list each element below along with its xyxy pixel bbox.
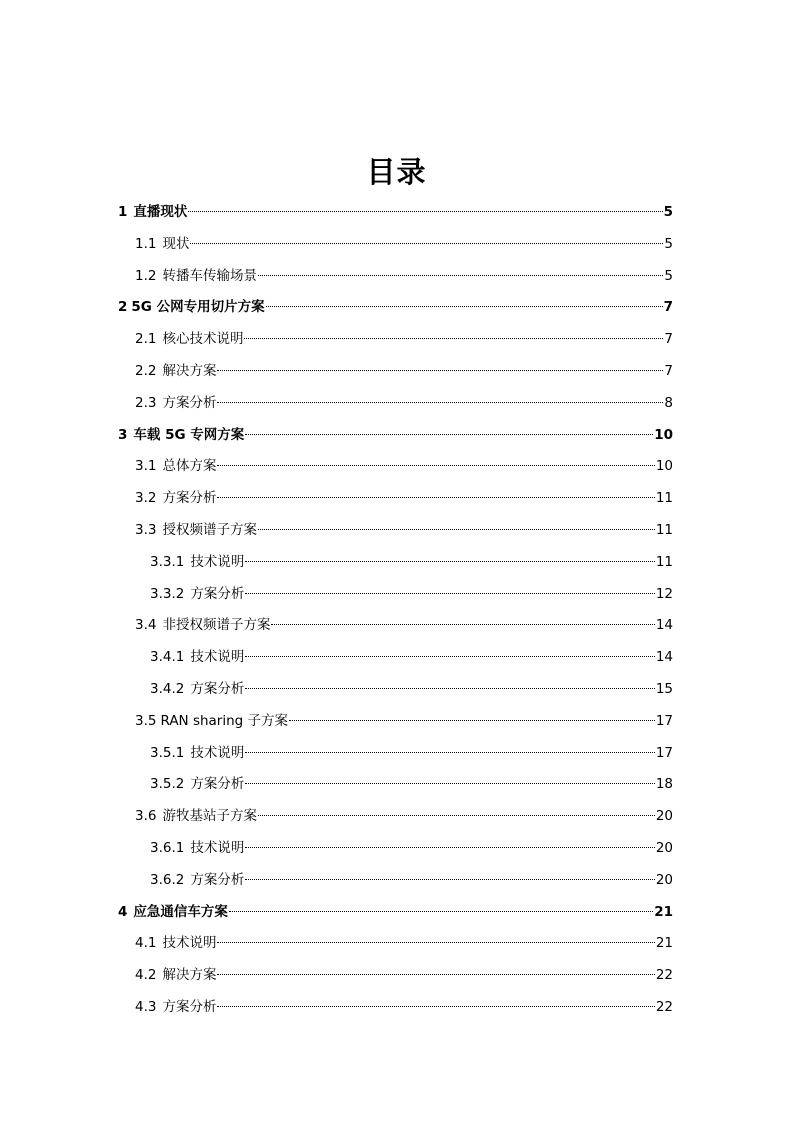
toc-entry-page: 20 (655, 839, 673, 856)
toc-entry[interactable] (0, 261, 793, 293)
toc-dot-leader (245, 878, 654, 880)
toc-entry-number: 2.3 (135, 394, 157, 411)
toc-entry[interactable] (0, 738, 793, 770)
toc-entry-number: 1 (118, 204, 128, 220)
toc-entry-number: 3.6 (135, 808, 157, 825)
toc-entry-page: 15 (655, 680, 673, 697)
toc-entry-number: 3.4 (135, 617, 157, 634)
toc-entry-number: 3.6.1 (150, 839, 185, 856)
toc-entry-number: 2.1 (135, 331, 157, 348)
toc-entry-page: 22 (655, 998, 673, 1015)
toc-entry[interactable] (0, 356, 793, 388)
toc-dot-leader (258, 274, 663, 276)
toc-entry-number: 3.5 (135, 712, 157, 729)
toc-entry-page: 10 (655, 458, 673, 475)
toc-entry-label: 方案分析 (190, 585, 245, 602)
toc-entry-page: 11 (655, 553, 673, 570)
toc-entry-label: 车载 5G 专网方案 (133, 426, 245, 443)
toc-entry-label: 技术说明 (190, 649, 245, 666)
toc-entry-page: 5 (664, 267, 673, 284)
toc-entry-page: 21 (654, 903, 673, 920)
toc-dot-leader (245, 782, 654, 784)
toc-entry-number: 3.1 (135, 458, 157, 475)
toc-entry-page: 7 (663, 299, 673, 316)
toc-entry-page: 7 (664, 331, 673, 348)
toc-entry-page: 8 (664, 394, 673, 411)
toc-dot-leader (245, 846, 654, 848)
toc-dot-leader (258, 814, 655, 816)
toc-dot-leader (229, 910, 653, 912)
toc-entry-label: 非授权频谱子方案 (162, 617, 271, 634)
toc-entry[interactable] (0, 674, 793, 706)
toc-entry-page: 17 (655, 712, 673, 729)
toc-dot-leader (245, 655, 654, 657)
toc-entry[interactable] (0, 928, 793, 960)
toc-entry-number: 3.5.1 (150, 744, 185, 761)
toc-entry-number: 3.2 (135, 490, 157, 507)
toc-entry-number: 2.2 (135, 362, 157, 379)
toc-dot-leader (217, 973, 654, 975)
toc-entry-page: 22 (655, 967, 673, 984)
toc-entry[interactable] (0, 706, 793, 738)
toc-entry-label: 方案分析 (162, 394, 217, 411)
toc-entry[interactable] (0, 579, 793, 611)
toc-dot-leader (217, 496, 654, 498)
toc-entry-label: 技术说明 (190, 553, 245, 570)
toc-entry-number: 4.2 (135, 967, 157, 984)
toc-title: 目录 (366, 155, 427, 189)
toc-dot-leader (245, 687, 654, 689)
toc-dot-leader (217, 941, 654, 943)
toc-dot-leader (245, 592, 654, 594)
toc-dot-leader (245, 560, 654, 562)
toc-entry-label: 方案分析 (190, 871, 245, 888)
toc-entry-page: 7 (664, 362, 673, 379)
toc-entry-page: 5 (663, 204, 673, 220)
toc-entry[interactable] (0, 547, 793, 579)
toc-entry-page: 12 (655, 585, 673, 602)
toc-entry-number: 3.3.1 (150, 553, 185, 570)
toc-entry-label: RAN sharing 子方案 (160, 712, 289, 729)
toc-entry-number: 2 (118, 299, 128, 316)
toc-entry-number: 3.3 (135, 521, 157, 538)
toc-dot-leader (258, 528, 655, 530)
toc-entry-label: 方案分析 (190, 680, 245, 697)
toc-entry[interactable] (0, 960, 793, 992)
toc-list (0, 197, 793, 1024)
toc-dot-leader (289, 719, 655, 721)
toc-entry-page: 5 (664, 235, 673, 252)
toc-entry-label: 直播现状 (133, 204, 188, 220)
toc-dot-leader (217, 401, 663, 403)
toc-entry-page: 11 (655, 521, 673, 538)
toc-entry-page: 14 (655, 617, 673, 634)
toc-entry-page: 10 (654, 426, 673, 443)
toc-entry[interactable] (0, 515, 793, 547)
toc-entry-label: 游牧基站子方案 (162, 808, 257, 825)
toc-entry-number: 4.1 (135, 935, 157, 952)
toc-entry-label: 应急通信车方案 (133, 903, 228, 920)
toc-entry[interactable] (0, 833, 793, 865)
toc-entry-number: 4 (118, 903, 128, 920)
toc-dot-leader (245, 751, 654, 753)
toc-entry-page: 21 (655, 935, 673, 952)
toc-entry-label: 转播车传输场景 (162, 267, 257, 284)
toc-entry-label: 技术说明 (162, 935, 217, 952)
toc-entry-label: 核心技术说明 (162, 331, 244, 348)
toc-entry-page: 18 (655, 776, 673, 793)
toc-dot-leader (190, 242, 663, 244)
toc-entry[interactable] (0, 897, 793, 929)
toc-dot-leader (271, 623, 654, 625)
toc-entry-number: 3.5.2 (150, 776, 185, 793)
toc-entry[interactable] (0, 388, 793, 420)
toc-entry-number: 1.1 (135, 235, 157, 252)
toc-dot-leader (217, 369, 663, 371)
toc-entry-label: 技术说明 (190, 744, 245, 761)
toc-dot-leader (245, 433, 653, 435)
toc-entry-number: 1.2 (135, 267, 157, 284)
toc-entry-number: 3 (118, 426, 128, 443)
toc-entry-label: 授权频谱子方案 (162, 521, 257, 538)
toc-entry[interactable] (0, 801, 793, 833)
toc-entry-page: 11 (655, 490, 673, 507)
toc-entry-number: 3.4.2 (150, 680, 185, 697)
toc-entry-number: 4.3 (135, 998, 157, 1015)
toc-entry-label: 现状 (162, 235, 190, 252)
toc-entry[interactable] (0, 483, 793, 515)
toc-entry[interactable] (0, 229, 793, 261)
toc-entry-page: 14 (655, 649, 673, 666)
toc-entry-label: 方案分析 (190, 776, 245, 793)
toc-entry-page: 17 (655, 744, 673, 761)
toc-dot-leader (217, 464, 654, 466)
toc-entry-label: 总体方案 (162, 458, 217, 475)
toc-entry-page: 20 (655, 808, 673, 825)
toc-entry-number: 3.4.1 (150, 649, 185, 666)
toc-entry-label: 解决方案 (162, 362, 217, 379)
toc-entry-label: 解决方案 (162, 967, 217, 984)
toc-entry[interactable] (0, 197, 793, 229)
toc-entry[interactable] (0, 324, 793, 356)
toc-entry-number: 3.6.2 (150, 871, 185, 888)
toc-entry[interactable] (0, 610, 793, 642)
toc-entry-label: 方案分析 (162, 490, 217, 507)
toc-entry[interactable] (0, 292, 793, 324)
toc-entry[interactable] (0, 642, 793, 674)
toc-entry-label: 方案分析 (162, 998, 217, 1015)
toc-entry-label: 技术说明 (190, 839, 245, 856)
toc-entry-page: 20 (655, 871, 673, 888)
toc-entry-label: 5G 公网专用切片方案 (131, 299, 265, 316)
toc-entry-number: 3.3.2 (150, 585, 185, 602)
toc-entry[interactable] (0, 769, 793, 801)
toc-dot-leader (244, 337, 663, 339)
toc-entry[interactable] (0, 451, 793, 483)
toc-dot-leader (217, 1005, 654, 1007)
toc-entry[interactable] (0, 865, 793, 897)
toc-entry[interactable] (0, 992, 793, 1024)
toc-dot-leader (266, 305, 663, 307)
toc-dot-leader (188, 210, 662, 212)
toc-entry[interactable] (0, 420, 793, 452)
